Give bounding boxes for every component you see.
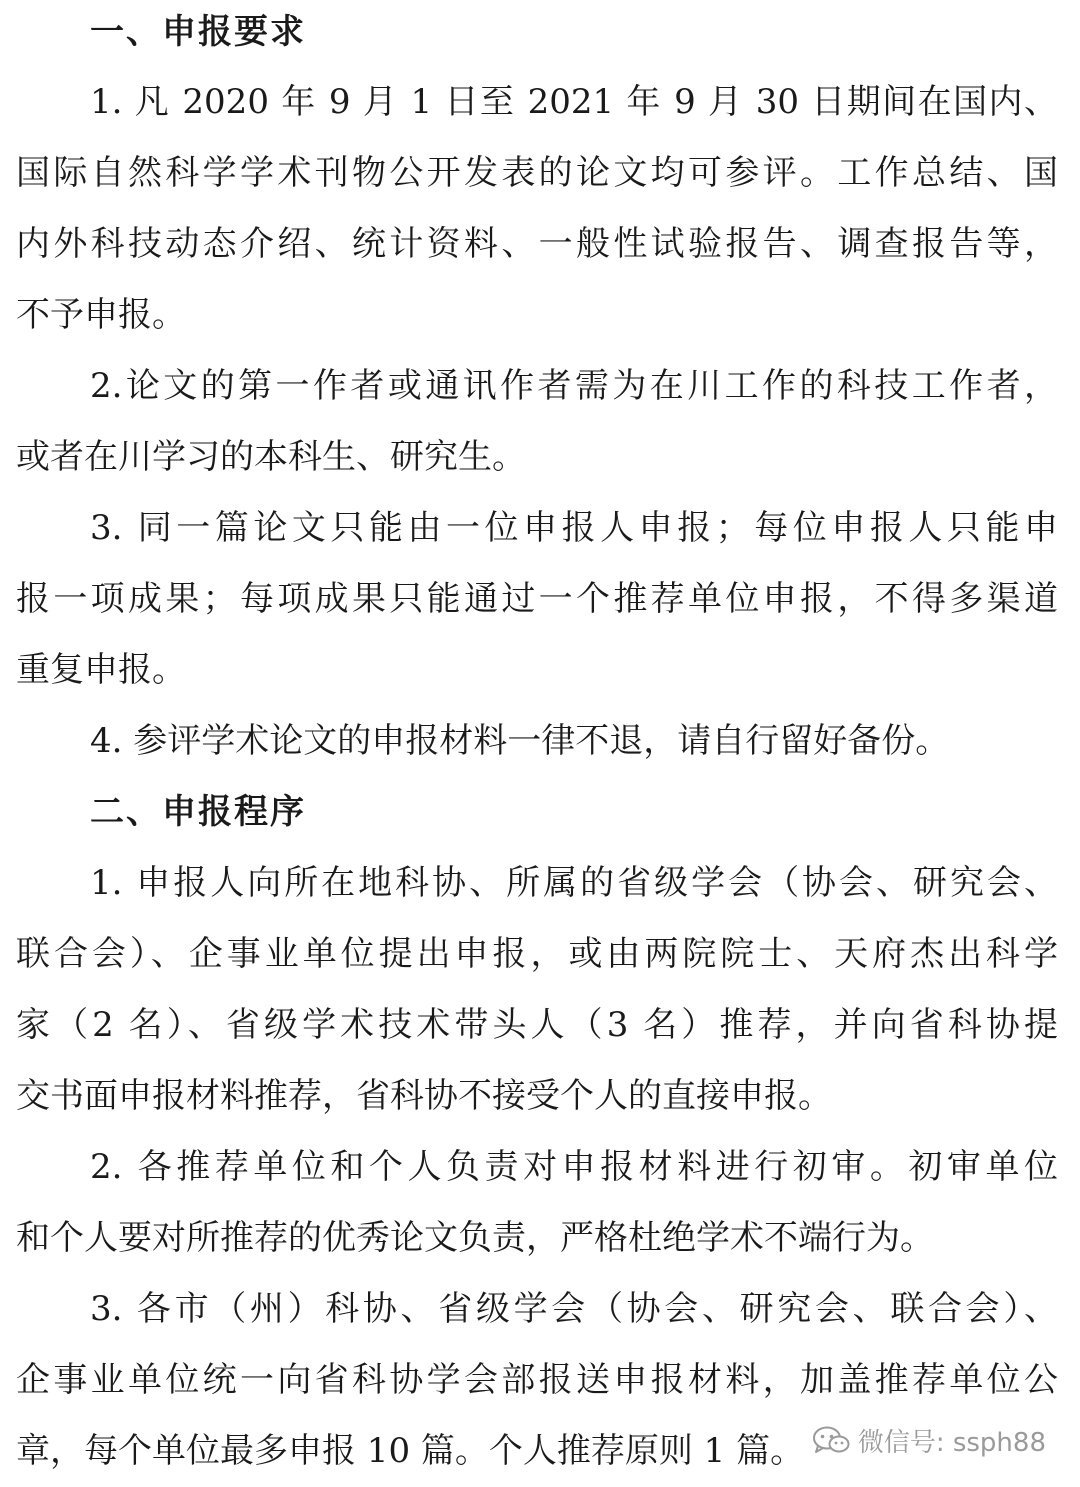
paragraph-line: 内外科技动态介绍、统计资料、一般性试验报告、调查报告等， xyxy=(16,224,1058,264)
paragraph-line: 报一项成果；每项成果只能通过一个推荐单位申报，不得多渠道 xyxy=(16,579,1058,619)
watermark-text: 微信号: ssph88 xyxy=(857,1427,1046,1458)
paragraph-line: 和个人要对所推荐的优秀论文负责，严格杜绝学术不端行为。 xyxy=(16,1218,934,1258)
paragraph-line: 企事业单位统一向省科协学会部报送申报材料，加盖推荐单位公 xyxy=(16,1360,1058,1400)
paragraph-line: 2.论文的第一作者或通讯作者需为在川工作的科技工作者， xyxy=(90,366,1058,406)
section-heading-procedure: 二、申报程序 xyxy=(90,792,306,832)
paragraph-line: 2. 各推荐单位和个人负责对申报材料进行初审。初审单位 xyxy=(90,1147,1058,1187)
paragraph-line: 1. 凡 2020 年 9 月 1 日至 2021 年 9 月 30 日期间在国内、 xyxy=(90,82,1058,122)
paragraph-line: 3. 同一篇论文只能由一位申报人申报；每位申报人只能申 xyxy=(90,508,1058,548)
wechat-icon xyxy=(812,1425,850,1455)
paragraph-line: 或者在川学习的本科生、研究生。 xyxy=(16,437,526,477)
paragraph-line: 章，每个单位最多申报 10 篇。个人推荐原则 1 篇。 xyxy=(16,1431,805,1471)
paragraph-line: 不予申报。 xyxy=(16,295,186,335)
paragraph-line: 重复申报。 xyxy=(16,650,186,690)
section-heading-requirements: 一、申报要求 xyxy=(90,12,306,52)
paragraph-line: 家（2 名）、省级学术技术带头人（3 名）推荐，并向省科协提 xyxy=(16,1005,1058,1045)
wechat-watermark xyxy=(812,1422,1046,1458)
paragraph-line: 4. 参评学术论文的申报材料一律不退，请自行留好备份。 xyxy=(90,721,950,761)
paragraph-line: 3. 各市（州）科协、省级学会（协会、研究会、联合会）、 xyxy=(90,1289,1058,1329)
paragraph-line: 国际自然科学学术刊物公开发表的论文均可参评。工作总结、国 xyxy=(16,153,1058,193)
paragraph-line: 1. 申报人向所在地科协、所属的省级学会（协会、研究会、 xyxy=(90,863,1058,903)
paragraph-line: 交书面申报材料推荐，省科协不接受个人的直接申报。 xyxy=(16,1076,832,1116)
paragraph-line: 联合会）、企事业单位提出申报，或由两院院士、天府杰出科学 xyxy=(16,934,1058,974)
